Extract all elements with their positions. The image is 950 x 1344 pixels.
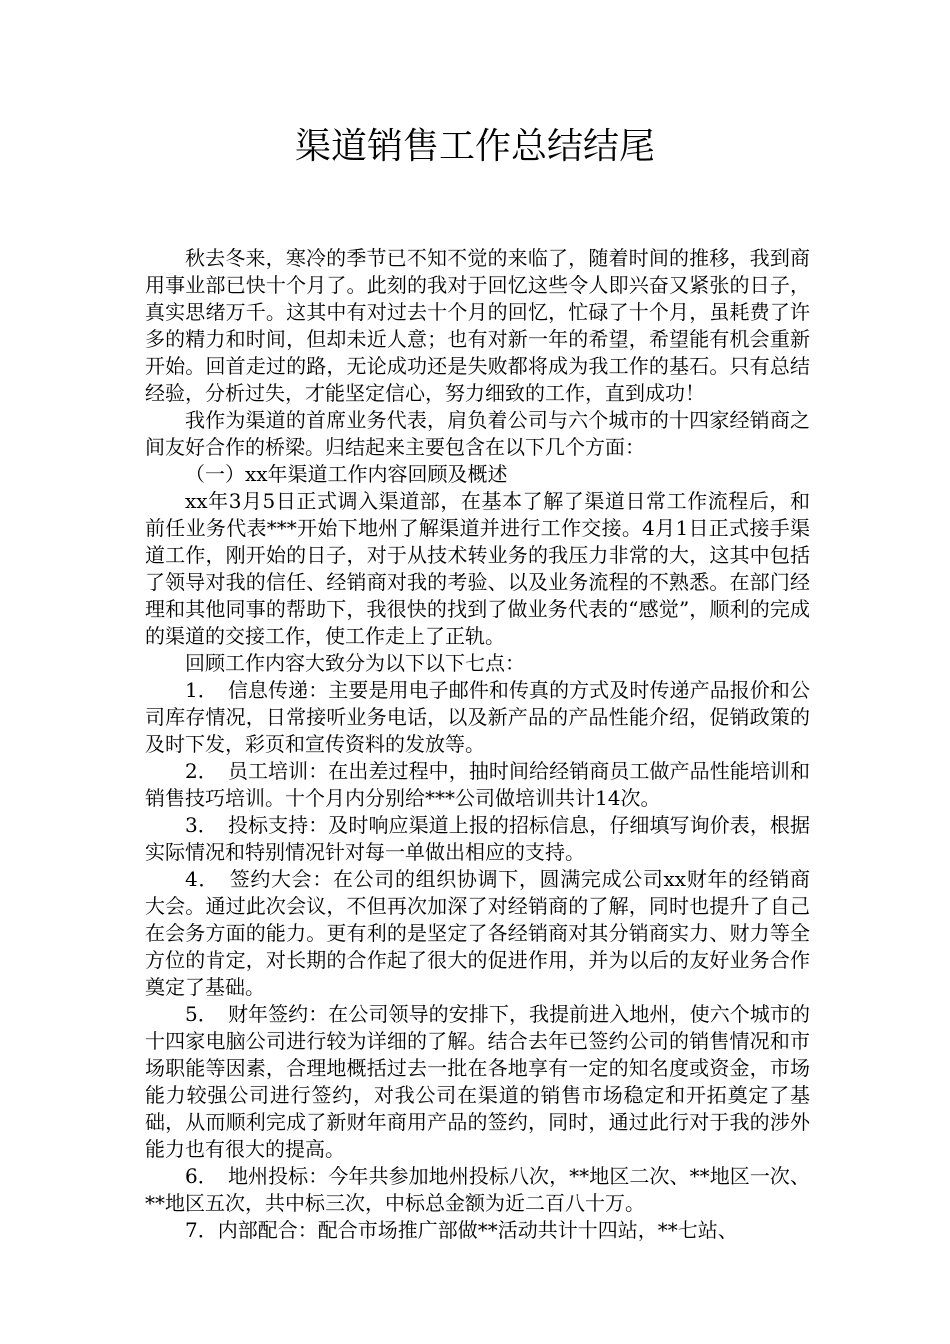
list-item-conference: 4． 签约大会：在公司的组织协调下，圆满完成公司xx财年的经销商大会。通过此次会议，不但再次加深了对经销商的了解，同时也提升了自己在会务方面的能力。更有利的是坚定了各经销商对其分销商实力、财力等全方位的肯定，对长期的合作起了很大的促进作用，并为以后的友好业务合作奠定了基础。 bbox=[145, 867, 810, 999]
paragraph-list-intro: 回顾工作内容大致分为以下以下七点： bbox=[185, 651, 525, 675]
list-item-training: 2． 员工培训：在出差过程中，抽时间给经销商员工做产品性能培训和销售技巧培训。十个月内分别给***公司做培训共计14次。 bbox=[145, 759, 810, 810]
list-item-info: 1． 信息传递：主要是用电子邮件和传真的方式及时传递产品报价和公司库存情况，日常接听业务电话，以及新产品的产品性能介绍，促销政策的及时下发，彩页和宣传资料的发放等。 bbox=[145, 678, 810, 756]
document-title: 渠道销售工作总结结尾 bbox=[294, 126, 655, 167]
list-item-regional-bids: 6． 地州投标：今年共参加地州投标八次，**地区二次、**地区一次、**地区五次，共中标三次，中标总金额为近二百八十万。 bbox=[145, 1164, 810, 1215]
list-item-fiscal-signing: 5． 财年签约：在公司领导的安排下，我提前进入地州，使六个城市的十四家电脑公司进行较为详细的了解。结合去年已签约公司的销售情况和市场职能等因素，合理地概括过去一批在各地享有一定的知名度或资金，市场能力较强公司进行签约，对我公司在渠道的销售市场稳定和开拓奠定了基础，从而顺利完成了新财年商用产品的签约，同时，通过此行对于我的涉外能力也有很大的提高。 bbox=[145, 1002, 810, 1161]
paragraph-role: 我作为渠道的首席业务代表，肩负着公司与六个城市的十四家经销商之间友好合作的桥梁。归结起来主要包含在以下几个方面： bbox=[145, 408, 810, 459]
document-body bbox=[145, 245, 810, 1244]
section-heading-1: （一）xx年渠道工作内容回顾及概述 bbox=[185, 462, 508, 486]
list-item-bidding: 3． 投标支持：及时响应渠道上报的招标信息，仔细填写询价表，根据实际情况和特别情况针对每一单做出相应的支持。 bbox=[145, 813, 810, 864]
paragraph-overview: xx年3月5日正式调入渠道部，在基本了解了渠道日常工作流程后，和前任业务代表***开始下地州了解渠道并进行工作交接。4月1日正式接手渠道工作，刚开始的日子，对于从技术转业务的我压力非常的大，这其中包括了领导对我的信任、经销商对我的考验、以及业务流程的不熟悉。在部门经理和其他同事的帮助下，我很快的找到了做业务代表的“感觉”，顺利的完成的渠道的交接工作，使工作走上了正轨。 bbox=[145, 489, 810, 648]
paragraph-intro: 秋去冬来，寒冷的季节已不知不觉的来临了，随着时间的推移，我到商用事业部已快十个月了。此刻的我对于回忆这些令人即兴奋又紧张的日子，真实思绪万千。这其中有对过去十个月的回忆，忙碌了十个月，虽耗费了许多的精力和时间，但却未近人意；也有对新一年的希望，希望能有机会重新开始。回首走过的路，无论成功还是失败都将成为我工作的基石。只有总结经验，分析过失，才能坚定信心，努力细致的工作，直到成功！ bbox=[145, 246, 810, 405]
list-item-internal-cooperation: 7．内部配合：配合市场推广部做**活动共计十四站，**七站、 bbox=[185, 1218, 738, 1242]
